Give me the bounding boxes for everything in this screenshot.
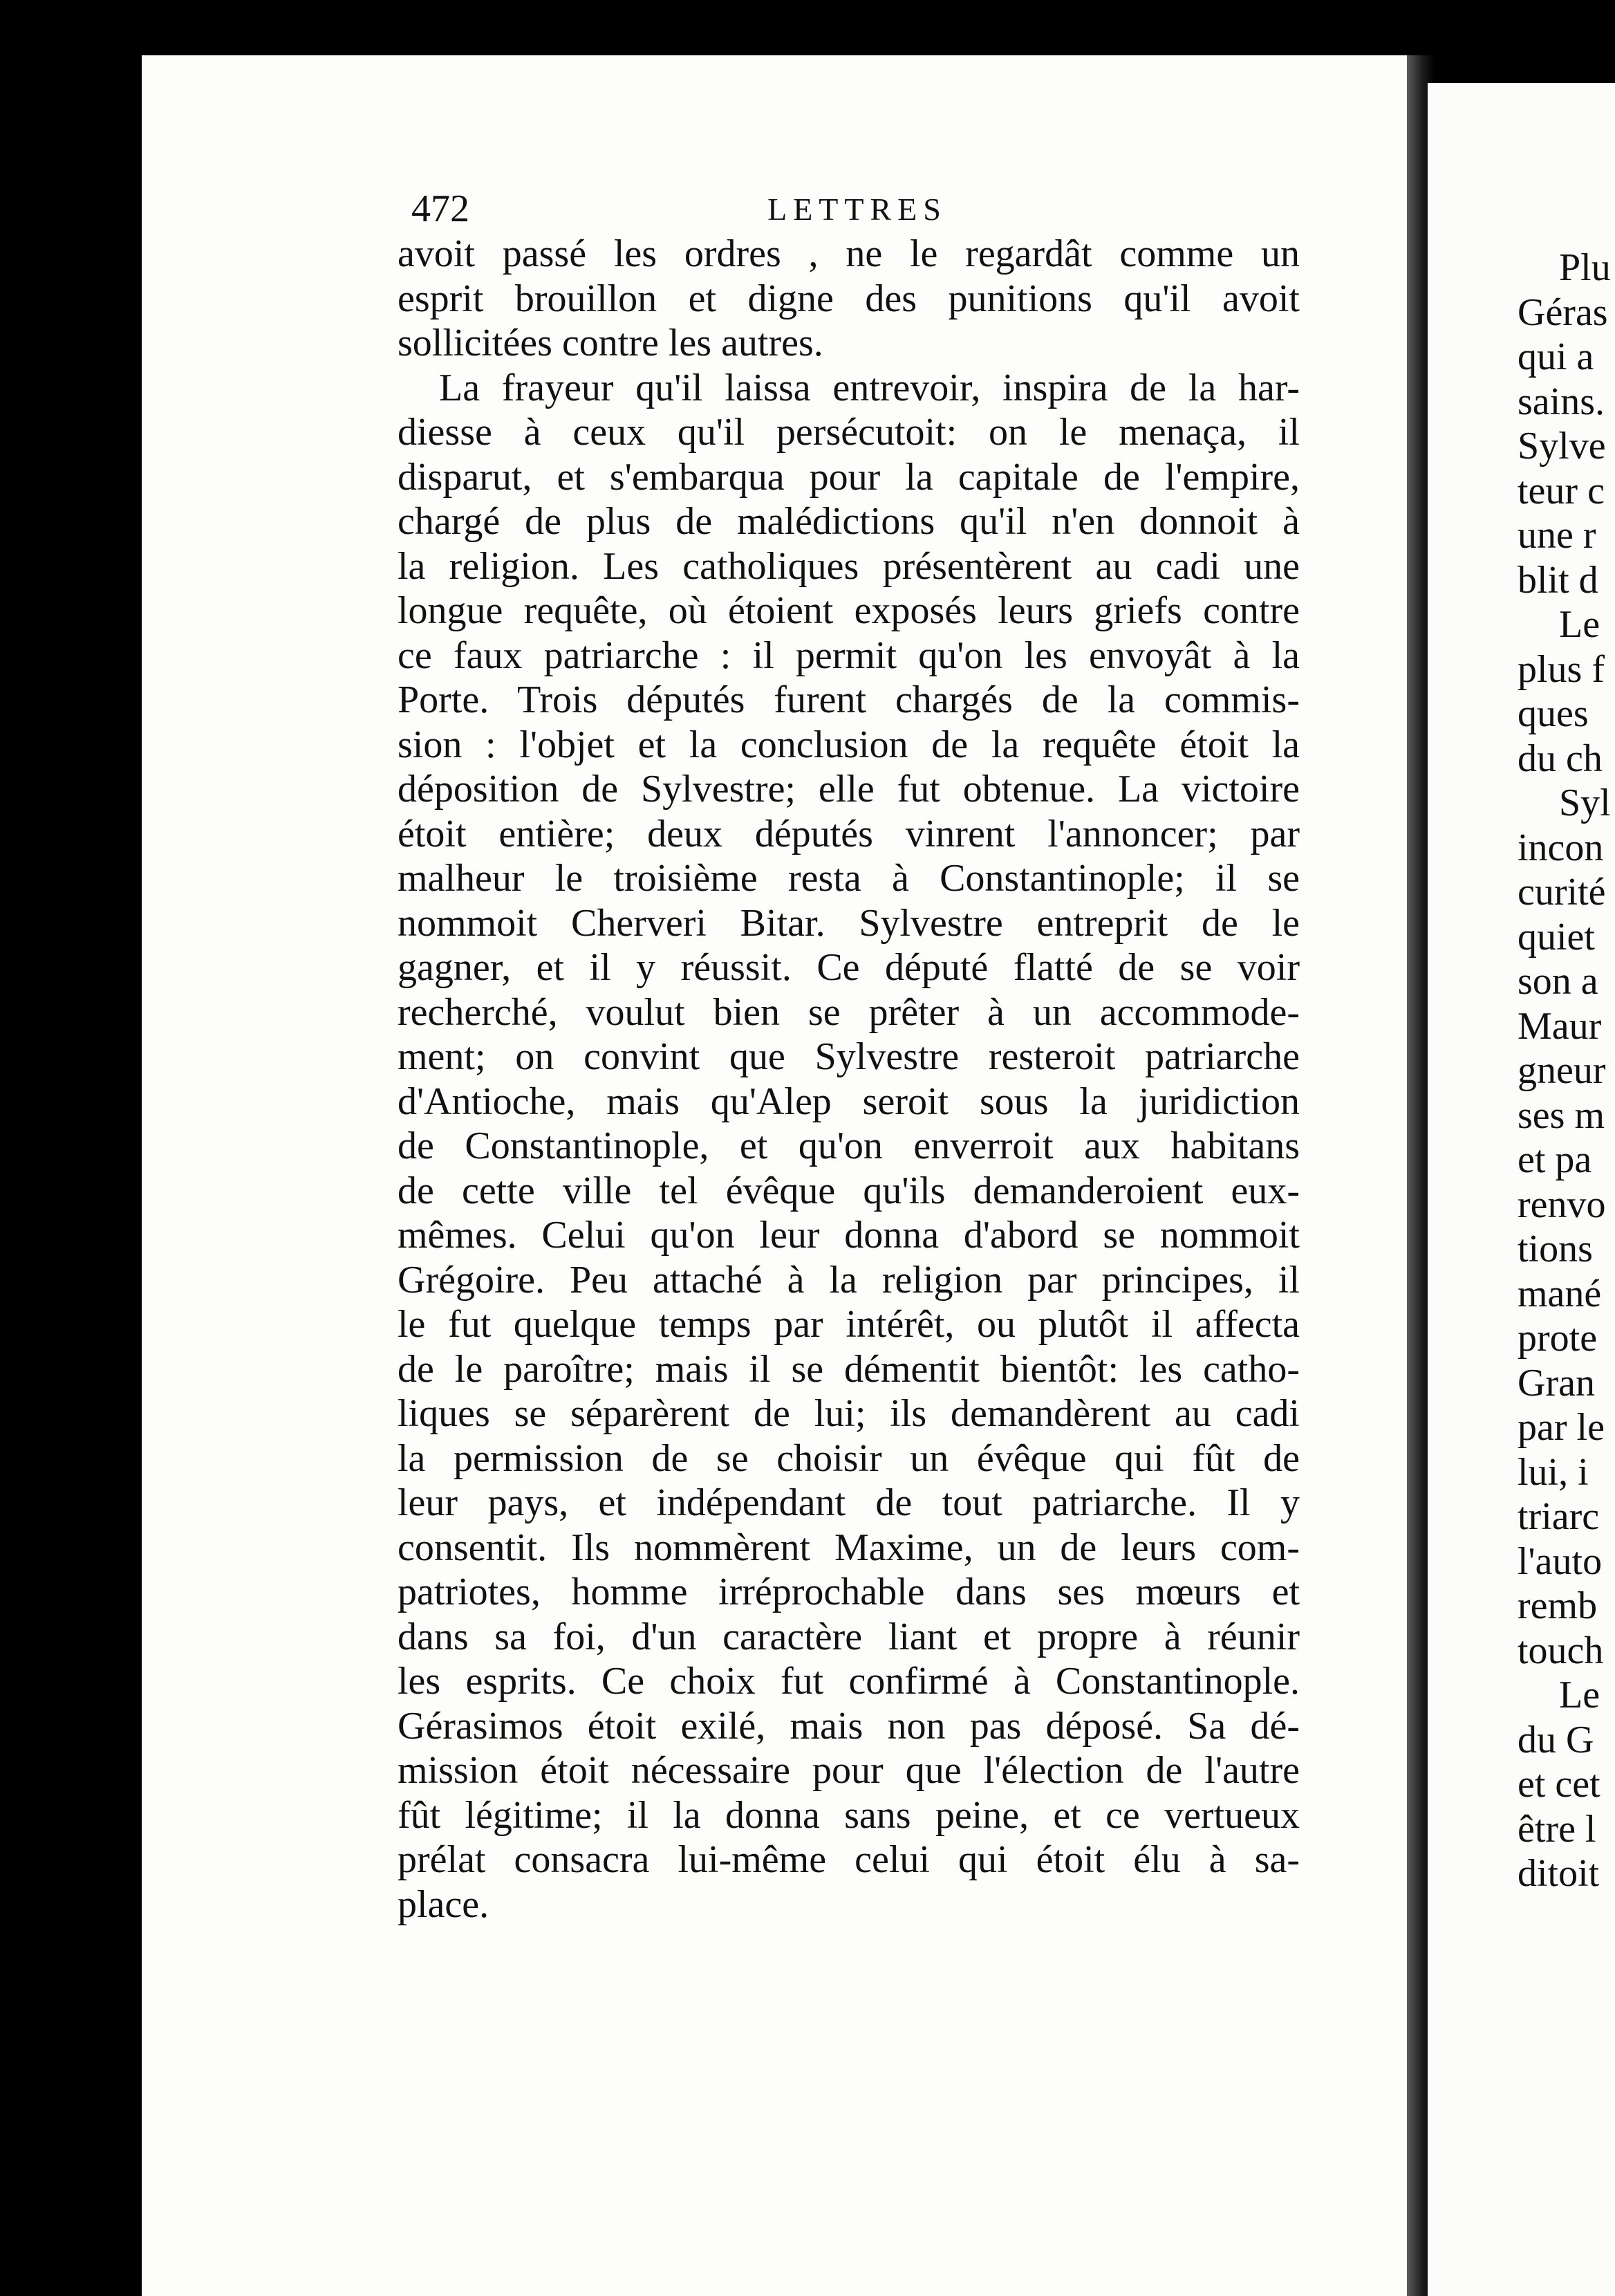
text-line: tions <box>1518 1228 1593 1270</box>
text-line: esprit brouillon et digne des punitions qu'il avoit <box>398 277 1300 320</box>
text-line: Le <box>1559 1674 1600 1716</box>
text-line: Sylve <box>1518 425 1606 467</box>
text-line: Géras <box>1518 290 1608 334</box>
text-line: mané <box>1518 1272 1602 1315</box>
text-line: la permission de se choisir un évêque qui fût de <box>398 1436 1300 1480</box>
text-line: prote <box>1518 1317 1598 1360</box>
text-line: dans sa foi, d'un caractère liant et propre à réunir <box>398 1615 1300 1658</box>
text-line: mission étoit nécessaire pour que l'élection de l'autre <box>398 1749 1300 1792</box>
text-line: de cette ville tel évêque qu'ils demanderoient eux- <box>398 1169 1300 1212</box>
text-line: étoit entière; deux députés vinrent l'annoncer; par <box>398 812 1300 855</box>
text-line: patriotes, homme irréprochable dans ses mœurs et <box>398 1571 1300 1613</box>
text-line: malheur le troisième resta à Constantinople; il se <box>398 857 1300 900</box>
text-line: avoit passé les ordres , ne le regardât comme un <box>398 232 1300 275</box>
text-line: de Constantinople, et qu'on enverroit aux habitans <box>398 1124 1300 1167</box>
text-line: chargé de plus de malédictions qu'il n'en donnoit à <box>398 500 1300 543</box>
text-line: Grégoire. Peu attaché à la religion par principes, il <box>398 1258 1300 1302</box>
text-line: une r <box>1518 514 1596 557</box>
text-line: touch <box>1518 1629 1604 1672</box>
text-line: ce faux patriarche : il permit qu'on les envoyât à la <box>398 633 1300 677</box>
text-line: l'auto <box>1518 1539 1603 1583</box>
text-line: son a <box>1518 960 1598 1003</box>
text-line: liques se séparèrent de lui; ils demandèrent au cadi <box>398 1392 1300 1435</box>
text-line: la religion. Les catholiques présentèrent au cadi une <box>398 544 1300 588</box>
text-line: place. <box>398 1882 489 1926</box>
text-line: Le <box>1559 603 1600 646</box>
text-line: le fut quelque temps par intérêt, ou plutôt il affecta <box>398 1303 1300 1346</box>
text-line: sains. <box>1518 380 1605 423</box>
text-line: ses m <box>1518 1093 1605 1137</box>
text-line: Plu <box>1559 246 1611 289</box>
text-line: mêmes. Celui qu'on leur donna d'abord se nommoit <box>398 1214 1300 1257</box>
text-line: fût légitime; il la donna sans peine, et ce vertueux <box>398 1793 1300 1837</box>
text-line: ment; on convint que Sylvestre resteroit patriarche <box>398 1035 1300 1078</box>
text-line: être l <box>1518 1807 1596 1851</box>
text-line: et pa <box>1518 1138 1592 1181</box>
text-line: du ch <box>1518 737 1603 780</box>
text-line: de le paroître; mais il se démentit bientôt: les catho- <box>398 1347 1300 1391</box>
text-line: Syl <box>1559 781 1611 824</box>
text-line: sollicitées contre les autres. <box>398 322 823 364</box>
text-line: quiet <box>1518 915 1595 959</box>
text-line: teur c <box>1518 469 1605 512</box>
text-line: longue requête, où étoient exposés leurs griefs contre <box>398 589 1300 632</box>
text-line: Maur <box>1518 1004 1602 1048</box>
text-line: nommoit Cherveri Bitar. Sylvestre entreprit de le <box>398 901 1300 945</box>
text-line: ditoit <box>1518 1852 1600 1895</box>
text-line: plus f <box>1518 647 1605 691</box>
text-line: remb <box>1518 1584 1598 1627</box>
text-line: diesse à ceux qu'il persécutoit: on le menaça, il <box>398 411 1300 454</box>
text-line: et cet <box>1518 1763 1600 1806</box>
text-line: lui, i <box>1518 1450 1589 1494</box>
text-line: par le <box>1518 1406 1605 1449</box>
text-line: déposition de Sylvestre; elle fut obtenue. La victoire <box>398 768 1300 811</box>
text-line: gagner, et il y réussit. Ce député flatté de se voir <box>398 946 1300 989</box>
text-line: ques <box>1518 692 1589 735</box>
page-number: 472 <box>411 187 469 230</box>
text-line: sion : l'objet et la conclusion de la requête étoit la <box>398 723 1300 766</box>
text-line: disparut, et s'embarqua pour la capitale de l'empire, <box>398 455 1300 499</box>
text-line: Gérasimos étoit exilé, mais non pas déposé. Sa dé- <box>398 1704 1300 1748</box>
text-line: prélat consacra lui-même celui qui étoit élu à sa- <box>398 1838 1300 1881</box>
text-line: qui a <box>1518 335 1594 378</box>
text-line: Porte. Trois députés furent chargés de la commis- <box>398 678 1300 721</box>
text-line: d'Antioche, mais qu'Alep seroit sous la juridiction <box>398 1080 1300 1123</box>
left-page-text <box>398 232 1300 1927</box>
page-header <box>411 187 1303 235</box>
text-line: Gran <box>1518 1361 1595 1405</box>
text-line: La frayeur qu'il laissa entrevoir, inspira de la har- <box>439 366 1300 409</box>
text-line: incon <box>1518 826 1604 869</box>
text-line: curité <box>1518 871 1606 914</box>
text-line: blit d <box>1518 558 1598 602</box>
running-title: LETTRES <box>767 192 947 227</box>
right-page-text <box>1518 246 1615 1896</box>
text-line: renvo <box>1518 1183 1606 1226</box>
text-line: leur pays, et indépendant de tout patriarche. Il y <box>398 1481 1300 1524</box>
text-line: triarc <box>1518 1495 1600 1538</box>
text-line: consentit. Ils nommèrent Maxime, un de leurs com- <box>398 1526 1300 1569</box>
text-line: les esprits. Ce choix fut confirmé à Constantinople. <box>398 1660 1300 1703</box>
text-line: recherché, voulut bien se prêter à un accommode- <box>398 990 1300 1034</box>
text-line: du G <box>1518 1718 1594 1761</box>
text-line: gneur <box>1518 1049 1606 1092</box>
